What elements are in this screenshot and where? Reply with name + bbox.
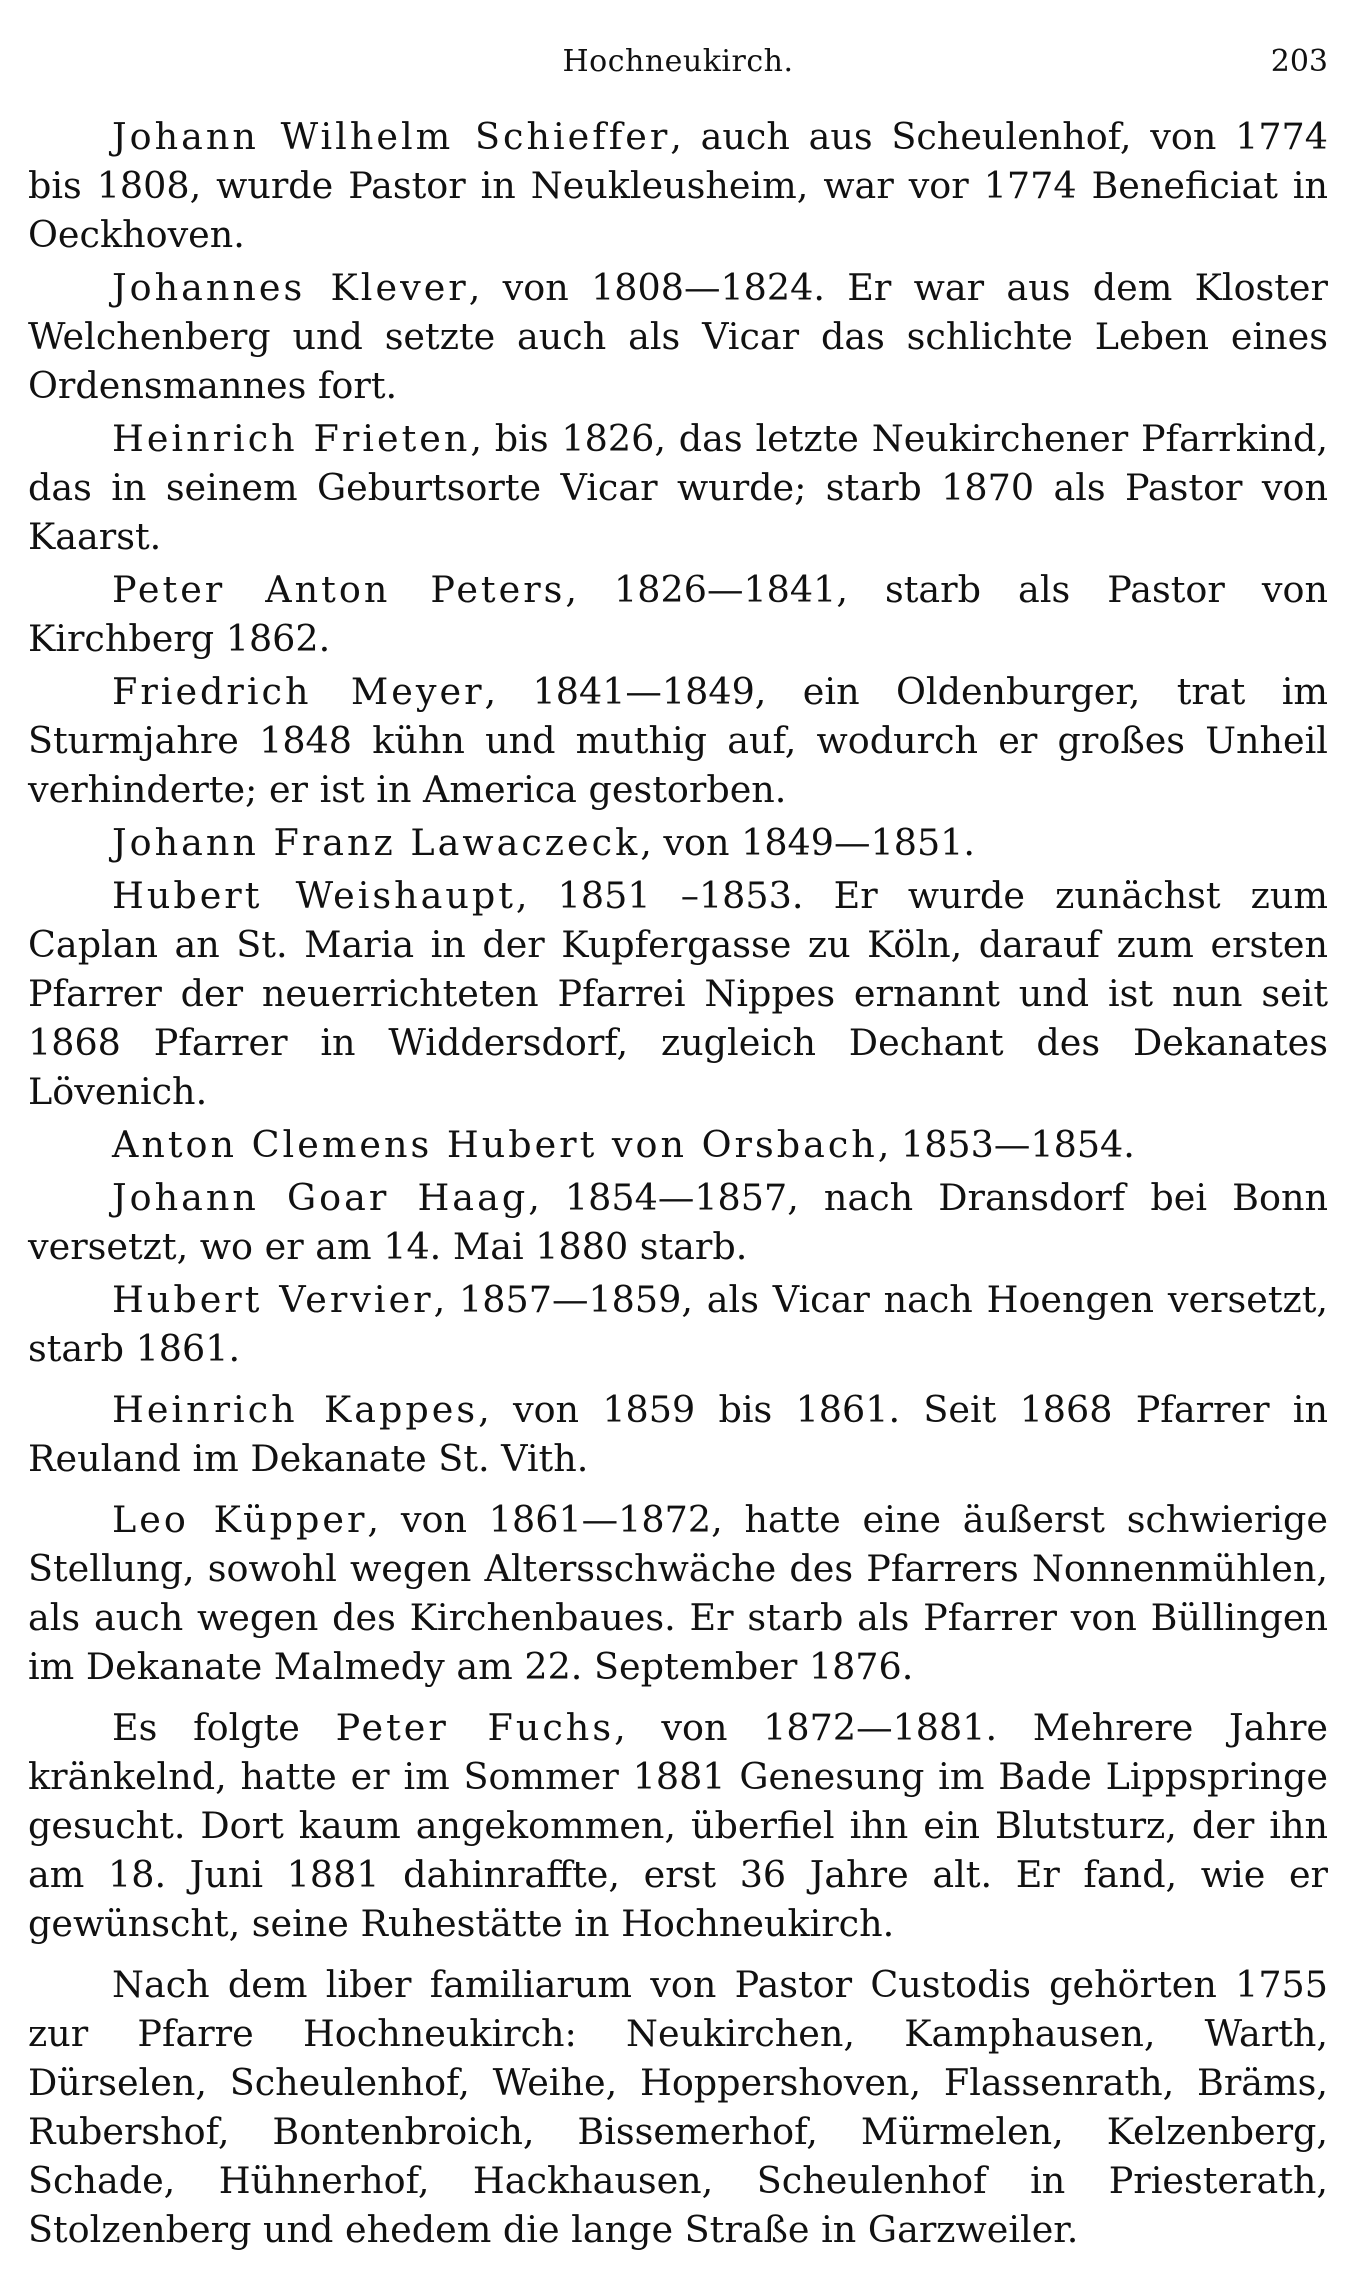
paragraph-text: , 1826—1841, starb als Pastor von Kirchberg 1862. <box>28 568 1328 660</box>
person-name: Leo Küpper <box>112 1498 368 1541</box>
paragraph-schieffer <box>28 112 1328 259</box>
person-name: Anton Clemens Hubert von Orsbach <box>112 1123 878 1166</box>
person-name: Johann Wilhelm Schieffer <box>112 115 671 158</box>
person-name: Johannes Klever <box>112 266 469 309</box>
paragraph-klever <box>28 263 1328 410</box>
paragraph-text: , auch aus Scheulenhof, von 1774 bis 1808, wurde Pastor in Neukleusheim, war vor 1774 Beneficiat in Oeckhoven. <box>28 115 1328 256</box>
paragraph-text: , 1851 –1853. Er wurde zunächst zum Caplan an St. Maria in der Kupfergasse zu Köln, darauf zum ersten Pfarrer der neuerrichteten Pfarrei Nippes ernannt und ist nun seit 1868 Pfarrer in Widdersdorf, zugleich Dechant des Dekanates Lövenich. <box>28 874 1328 1113</box>
person-name: Peter Anton Peters <box>112 568 566 611</box>
person-name: Heinrich Frieten <box>112 417 471 460</box>
paragraph-text: , von 1861—1872, hatte eine äußerst schwierige Stellung, sowohl wegen Altersschwäche des Pfarrers Nonnenmühlen, als auch wegen des Kirchenbaues. Er starb als Pfarrer von Büllingen im Dekanate Malmedy am 22. September 1876. <box>28 1498 1328 1688</box>
paragraph-fuchs <box>28 1703 1328 1948</box>
paragraph-text: , von 1859 bis 1861. Seit 1868 Pfarrer in Reuland im Dekanate St. Vith. <box>28 1388 1328 1480</box>
page-number: 203 <box>1270 44 1328 79</box>
paragraph-vervier <box>28 1275 1328 1373</box>
paragraph-meyer <box>28 667 1328 814</box>
paragraph-text: , bis 1826, das letzte Neukirchener Pfarrkind, das in seinem Geburtsorte Vicar wurde; starb 1870 als Pastor von Kaarst. <box>28 417 1328 558</box>
paragraph-haag <box>28 1173 1328 1271</box>
paragraph-kuepper <box>28 1495 1328 1691</box>
paragraph-kappes <box>28 1385 1328 1483</box>
person-name: Hubert Vervier <box>112 1278 434 1321</box>
book-page <box>28 30 1328 2258</box>
paragraph-parish-places: Nach dem liber familiarum von Pastor Custodis gehörten 1755 zur Pfarre Hochneukirch: Neukirchen, Kamphausen, Warth, Dürselen, Scheulenhof, Weihe, Hoppershoven, Flassenrath, Bräms, Rubershof, Bontenbroich, Bissemerhof, Mürmelen, Kelzenberg, Schade, Hühnerhof, Hackhausen, Scheulenhof in Priesterath, Stolzenberg und ehedem die lange Straße in Garzweiler. <box>28 1963 1328 2251</box>
person-name: Johann Franz Lawaczeck <box>112 821 641 864</box>
paragraph-text: , 1854—1857, nach Dransdorf bei Bonn versetzt, wo er am 14. Mai 1880 starb. <box>28 1176 1328 1268</box>
running-title: Hochneukirch. <box>562 44 794 79</box>
paragraph-lawaczeck <box>28 818 1328 867</box>
paragraph-text: , von 1808—1824. Er war aus dem Kloster Welchenberg und setzte auch als Vicar das schlichte Leben eines Ordensmannes fort. <box>28 266 1328 407</box>
paragraph-weishaupt <box>28 871 1328 1116</box>
paragraph-text: , 1841—1849, ein Oldenburger, trat im Sturmjahre 1848 kühn und muthig auf, wodurch er großes Unheil verhinderte; er ist in America gestorben. <box>28 670 1328 811</box>
person-name: Friedrich Meyer <box>112 670 485 713</box>
paragraph-frieten <box>28 414 1328 561</box>
person-name: Heinrich Kappes <box>112 1388 479 1431</box>
person-name: Peter Fuchs <box>335 1706 615 1749</box>
paragraph-text: , 1853—1854. <box>877 1123 1135 1166</box>
paragraph-peters <box>28 565 1328 663</box>
paragraph-text: , 1857—1859, als Vicar nach Hoengen versetzt, starb 1861. <box>28 1278 1328 1370</box>
paragraph-lead-in: Es folgte <box>112 1706 336 1749</box>
paragraph-text: , von 1849—1851. <box>640 821 975 864</box>
page-body <box>28 112 1328 2254</box>
paragraph-text: , von 1872—1881. Mehrere Jahre kränkelnd, hatte er im Sommer 1881 Genesung im Bade Lippspringe gesucht. Dort kaum angekommen, überfiel ihn ein Blutsturz, der ihn am 18. Juni 1881 dahinraffte, erst 36 Jahre alt. Er fand, wie er gewünscht, seine Ruhestätte in Hochneukirch. <box>28 1706 1329 1945</box>
running-header <box>28 30 1328 90</box>
person-name: Johann Goar Haag <box>112 1176 529 1219</box>
person-name: Hubert Weishaupt <box>112 874 516 917</box>
paragraph-orsbach <box>28 1120 1328 1169</box>
